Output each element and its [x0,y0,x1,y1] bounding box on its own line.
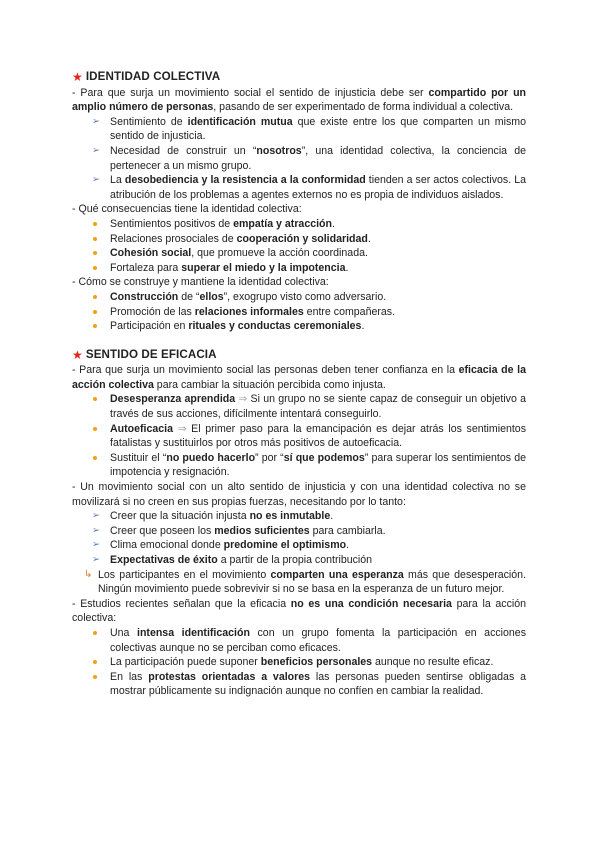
note-list [72,568,526,597]
bold-text: no puedo hacerlo [166,451,256,464]
bold-text: desobediencia y la resistencia a la conformidad [124,174,366,187]
text-run: Una [110,626,137,639]
text-run: , que promueve la acción coordinada. [191,247,368,260]
question-construccion: - Cómo se construye y mantiene la identidad colectiva: [72,276,329,289]
list-item-text [110,320,364,332]
text-run: Participación en [110,320,189,333]
list-item [72,115,526,144]
bold-text: Expectativas de éxito [110,554,218,566]
list-item [72,509,526,524]
text-run: La participación puede suponer [110,656,261,669]
list-item [72,392,526,421]
bold-text: compartido por un amplio número de personas [72,86,527,114]
text-run: que existe entre los que comparten un mismo sentido de injusticia. [110,115,526,143]
arrow-bullet-icon: ➢ [92,524,100,536]
bullet-list [72,626,526,699]
text-run: Fortaleza para [110,261,182,274]
text-run: más que desesperación. Ningún movimiento puede sobrevivir si no se basa en la esperanza de un futuro mejor. [98,568,527,596]
arrow-bullet-icon: ➢ [92,144,100,156]
list-item-text [110,393,526,420]
bold-text: comparten una esperanza [270,568,404,581]
text-run: aunque no resulte eficaz. [372,656,494,669]
list-item-text [110,306,395,318]
list-item-text [110,262,348,274]
text-run: La [110,174,125,187]
star-icon: ★ [72,347,83,362]
note-text [98,569,526,596]
list-item [72,626,526,655]
text-run: Creer que poseen los [110,524,215,537]
text-run: a partir de la propia contribución [217,554,373,566]
list-item-text [110,116,526,143]
list-item [72,261,526,276]
list-item [72,670,526,699]
list-item-text [110,452,526,479]
list-item-text [110,554,372,566]
hook-arrow-icon: ↳ [84,568,93,580]
list-item-text [110,423,526,450]
bold-text: identificación mutua [187,115,293,128]
list-item [72,232,526,247]
text-run: . [330,510,334,523]
section-gap [72,334,526,348]
text-run: - Para que surja un movimiento social el sentido de injusticia debe ser [72,86,429,99]
section-title: IDENTIDAD COLECTIVA [85,70,221,83]
list-item-text [110,671,526,698]
list-item [72,553,526,568]
text-run: ” por “ [255,451,284,464]
text-run: - Para que surja un movimiento social las personas deben tener confianza en la [72,364,459,377]
text-run: Sentimientos positivos de [110,217,234,230]
list-item [72,451,526,480]
arrow-bullet-icon: ➢ [92,554,100,565]
section-heading-eficacia [72,348,526,363]
text-run: ” para superar los sentimientos de impotencia y resignación. [110,451,526,479]
arrow-bullet-icon: ➢ [92,539,100,551]
bold-text: protestas orientadas a valores [148,670,311,683]
bullet-list [72,290,526,334]
list-item-text [110,145,526,172]
bold-text: beneficios personales [260,656,373,669]
bold-text: no es una condición necesaria [290,597,452,610]
text-run: , pasando de ser experimentado de forma individual a colectiva. [213,101,514,114]
text-run: para la acción colectiva: [72,597,527,625]
star-icon: ★ [72,70,83,84]
text-run: . [367,232,371,245]
text-run: Promoción de las [110,305,195,318]
text-run: ”, una identidad colectiva, la conciencia de pertenecer a un mismo grupo. [110,144,526,172]
bold-text: eficacia de la acción colectiva [72,364,526,391]
list-item [72,173,526,202]
list-item-text [110,291,386,303]
list-item-text [110,510,333,522]
list-item-text [110,539,349,551]
list-item-text [110,525,386,537]
bold-text: superar el miedo y la impotencia [181,261,346,274]
section-title: SENTIDO DE EFICACIA [85,347,217,361]
text-run: . [361,320,365,333]
arrow-bullet-icon: ➢ [92,510,100,522]
text-run: para cambiarla. [309,524,386,537]
bold-text: no es inmutable [249,510,331,523]
text-run: las personas pueden sentirse obligadas a mostrar públicamente su indignación aunque no confíen en cambiar la realidad. [110,670,526,698]
list-item [72,655,526,670]
list-item-text [110,247,368,259]
arrow-bullet-icon: ➢ [92,115,100,127]
bold-text: Cohesión social [110,247,192,260]
bold-text: Autoeficacia [110,422,173,435]
text-run: para cambiar la situación percibida como injusta. [153,378,386,391]
text-run: Si un grupo no se siente capaz de conseguir un objetivo a través de sus acciones, difícilmente intentará conseguirlo. [110,393,527,421]
bold-text: predomine el optimismo [223,539,347,552]
hook-note [72,568,526,597]
paragraph [72,597,526,626]
paragraph [72,363,526,392]
implies-symbol: ⇒ [235,393,251,406]
bold-text: nosotros [256,144,302,157]
text-run: . [345,261,349,274]
text-run: tienden a ser actos colectivos. La atribución de los problemas a agentes externos no es propia de individuos aislados. [110,174,526,201]
list-item-text [110,218,335,230]
list-item-text [110,233,371,245]
bold-text: ellos [199,290,224,303]
list-item [72,144,526,173]
bullet-list [72,217,526,275]
bold-text: sí que podemos [283,451,365,464]
paragraph: - Un movimiento social con un alto sentido de injusticia y con una identidad colectiva no se movilizará si no creen en sus propias fuerzas, necesitando por lo tanto: [72,481,526,508]
bold-text: relaciones informales [194,305,304,318]
list-item [72,524,526,539]
paragraph [72,86,526,115]
bold-text: Construcción [110,290,179,303]
list-item [72,217,526,232]
text-run: Creer que la situación injusta [110,510,250,523]
list-item-text [110,627,526,654]
list-item [72,305,526,320]
question-consecuencias: - Qué consecuencias tiene la identidad colectiva: [72,203,302,216]
text-run: entre compañeras. [303,305,396,318]
text-run: ”, exogrupo visto como adversario. [223,290,387,303]
implies-symbol: ⇒ [173,422,192,435]
list-item [72,319,526,334]
text-run: El primer paso para la emancipación es dejar atrás los sentimientos fatalistas y sustituirlos por otros más positivos de autoeficacia. [110,422,526,450]
text-run: Sentimiento de [110,115,188,128]
text-run: Los participantes en el movimiento [98,568,271,581]
text-run: Sustituir el “ [110,451,167,464]
list-item [72,538,526,553]
bold-text: cooperación y solidaridad [236,232,368,245]
text-run: con un grupo fomenta la participación en acciones colectivas aunque no se perciban como eficaces. [110,626,526,654]
text-run: de “ [178,290,200,303]
text-run: Relaciones prosociales de [110,232,237,245]
text-run: . [346,539,350,552]
bold-text: medios suficientes [214,524,310,537]
list-item [72,422,526,451]
text-run: Necesidad de construir un “ [110,144,257,157]
text-run: Clima emocional donde [110,539,224,552]
arrow-list [72,115,526,203]
list-item [72,290,526,305]
list-item-text [110,656,493,668]
text-run: . [332,217,335,230]
arrow-list [72,509,526,567]
text-run: - Estudios recientes señalan que la eficacia [72,597,291,610]
text-run: En las [110,670,149,683]
list-item [72,246,526,261]
section-heading-identidad [72,70,526,85]
bold-text: Desesperanza aprendida [110,393,236,406]
bold-text: rituales y conductas ceremoniales [188,320,362,333]
bold-text: intensa identificación [137,626,250,639]
bullet-list [72,392,526,480]
arrow-bullet-icon: ➢ [92,174,100,186]
bold-text: empatía y atracción [233,217,332,230]
list-item-text [110,174,526,201]
